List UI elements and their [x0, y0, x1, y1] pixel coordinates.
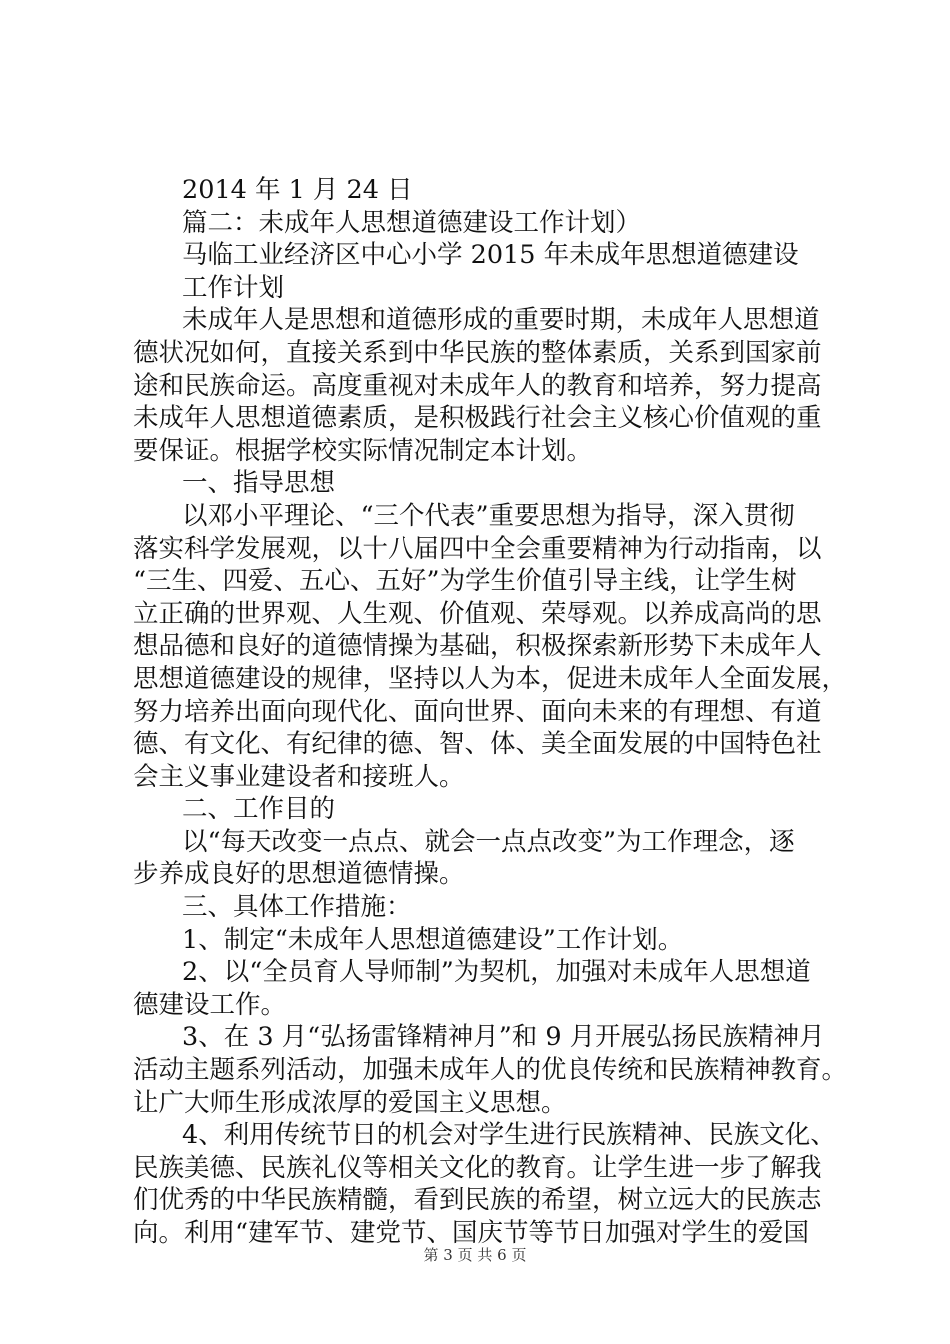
text-line: 1、制定“未成年人思想道德建设”工作计划。: [182, 924, 684, 955]
text-line: 活动主题系列活动，加强未成年人的优良传统和民族精神教育。: [133, 1055, 848, 1086]
text-line: 二、工作目的: [182, 794, 336, 825]
text-line: 三、具体工作措施：: [182, 892, 412, 923]
text-line: 3、在 3 月“弘扬雷锋精神月”和 9 月开展弘扬民族精神月: [182, 1022, 825, 1053]
text-line: 立正确的世界观、人生观、价值观、荣辱观。以养成高尚的思: [133, 598, 822, 629]
text-line: 们优秀的中华民族精髓，看到民族的希望，树立远大的民族志: [133, 1185, 822, 1216]
text-line: 德、有文化、有纪律的德、智、体、美全面发展的中国特色社: [133, 729, 822, 760]
page-footer: 第 3 页 共 6 页: [423, 1246, 527, 1264]
text-line: 德状况如何，直接关系到中华民族的整体素质，关系到国家前: [133, 337, 822, 368]
text-line: 思想道德建设的规律，坚持以人为本，促进未成年人全面发展，: [133, 663, 848, 694]
document-body: [133, 174, 848, 1250]
text-line: 努力培养出面向现代化、面向世界、面向未来的有理想、有道: [133, 696, 822, 727]
text-line: 让广大师生形成浓厚的爱国主义思想。: [133, 1087, 567, 1118]
text-line: 2014 年 1 月 24 日: [182, 175, 413, 205]
text-line: 未成年人是思想和道德形成的重要时期，未成年人思想道: [182, 305, 820, 336]
text-line: 马临工业经济区中心小学 2015 年未成年思想道德建设: [182, 240, 799, 271]
text-line: 未成年人思想道德素质，是积极践行社会主义核心价值观的重: [133, 403, 822, 434]
text-line: 途和民族命运。高度重视对未成年人的教育和培养，努力提高: [133, 370, 822, 401]
text-line: 一、指导思想: [182, 468, 336, 499]
text-line: 要保证。根据学校实际情况制定本计划。: [133, 435, 593, 466]
text-line: 落实科学发展观，以十八届四中全会重要精神为行动指南，以: [133, 533, 822, 564]
text-line: 以邓小平理论、“三个代表”重要思想为指导，深入贯彻: [182, 500, 795, 531]
text-line: “三生、四爱、五心、五好”为学生价值引导主线，让学生树: [133, 566, 797, 597]
text-line: 4、利用传统节日的机会对学生进行民族精神、民族文化、: [182, 1120, 836, 1151]
text-line: 工作计划: [182, 272, 285, 303]
text-line: 步养成良好的思想道德情操。: [133, 859, 465, 890]
text-line: 向。利用“建军节、建党节、国庆节等节日加强对学生的爱国: [133, 1218, 810, 1248]
text-line: 以“每天改变一点点、就会一点点改变”为工作理念，逐: [182, 826, 795, 857]
text-line: 会主义事业建设者和接班人。: [133, 761, 465, 792]
text-line: 民族美德、民族礼仪等相关文化的教育。让学生进一步了解我: [133, 1152, 822, 1183]
text-line: 篇二：未成年人思想道德建设工作计划）: [182, 207, 642, 238]
text-line: 想品德和良好的道德情操为基础，积极探索新形势下未成年人: [133, 631, 822, 662]
text-line: 德建设工作。: [133, 989, 287, 1020]
text-line: 2、以“全员育人导师制”为契机，加强对未成年人思想道: [182, 957, 811, 988]
